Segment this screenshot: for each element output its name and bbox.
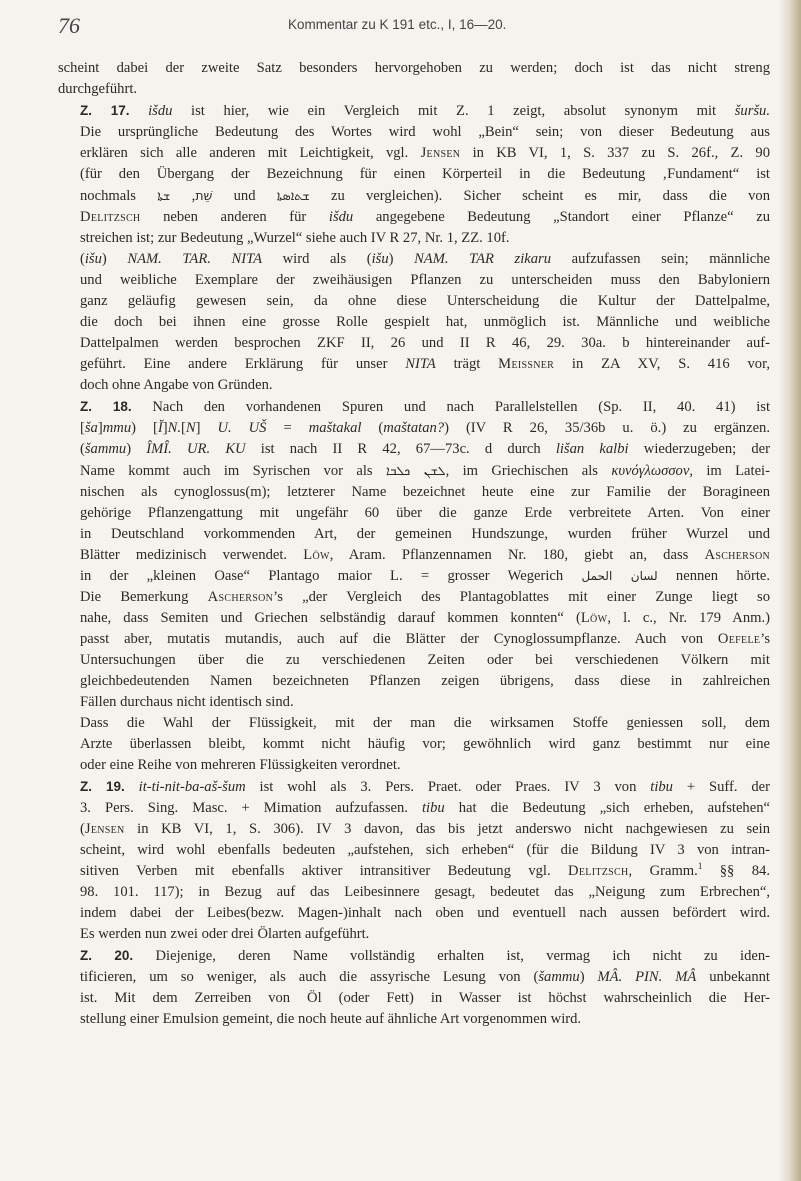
text-line: (šammu) ÎMÎ. UR. KU ist nach II R 42, 67—73c. d durch lišan kalbi wiederzugeben; der bbox=[80, 441, 770, 457]
text-line: Die Bemerkung Ascherson’s „der Vergleich des Plantagoblattes mit einer Zunge liegt so bbox=[80, 589, 770, 605]
text-line: doch ohne Angabe von Gründen. bbox=[80, 377, 273, 393]
author-name: Oefele bbox=[717, 631, 761, 647]
author-name: Ascherson bbox=[207, 589, 274, 605]
paragraph-continuation bbox=[58, 58, 770, 100]
text-line: und weibliche Exemplare der zweihäusigen Pflanzen zu unterscheiden muss den Babyloniern bbox=[80, 272, 770, 288]
line-number-label: Z. 17. bbox=[80, 103, 130, 118]
author-name: Löw bbox=[303, 547, 330, 563]
text-line: in der „kleinen Oase“ Plantago maior L. = grosser Wegerich لسان الحمل nennen hörte. bbox=[80, 568, 771, 584]
text-line: stellung einer Emulsion gemeint, die noch heute auf ähnliche Art vorgenommen wird. bbox=[80, 1011, 582, 1027]
author-name: Meissner bbox=[498, 356, 555, 372]
paragraph-z20 bbox=[58, 945, 770, 1030]
text-line: Dattelpalmen werden besprochen ZKF II, 26 und II R 46, 29. 30a. b hintereinander auf- bbox=[80, 335, 770, 351]
text-line: [ša]mmu) [Ĭ]N.[N] U. UŠ = maštakal (maštatan?) (IV R 26, 35/36b u. ö.) zu ergänzen. bbox=[80, 420, 770, 436]
text-line: gehörige Pflanzengattung mit ungefähr 60 über die ganze Erde verbreitete Arten. Von einer bbox=[80, 505, 770, 521]
page-number: 76 bbox=[58, 13, 80, 38]
text-line: Blätter medizinisch verwendet. Löw, Aram. Pflanzennamen Nr. 180, giebt an, dass Ascherson bbox=[80, 547, 770, 563]
running-title: Kommentar zu K 191 etc., I, 16—20. bbox=[288, 17, 507, 32]
author-name: Delitzsch bbox=[568, 863, 629, 879]
text-line: in Deutschland vorkommenden Art, der gemeinen Hundszunge, wurden früher Wurzel und bbox=[80, 526, 770, 542]
text-line: Arzte überlassen bleibt, kommt nicht häufig vor; gewöhnlich wird ganz bestimmt nur eine bbox=[80, 736, 770, 752]
text-line: Z. 17. išdu ist hier, wie ein Vergleich mit Z. 1 zeigt, absolut synonym mit šuršu. bbox=[80, 103, 770, 119]
text-line: Z. 18. Nach den vorhandenen Spuren und nach Parallelstellen (Sp. II, 40. 41) ist bbox=[80, 399, 771, 415]
text-line: tificieren, um so weniger, als auch die assyrische Lesung von (šammu) MÂ. PIN. MÂ unbekannt bbox=[80, 969, 770, 985]
paragraph-z17-cont bbox=[58, 249, 770, 396]
author-name: Jensen bbox=[420, 145, 461, 161]
text-line: Delitzsch neben anderen für išdu angegebene Bedeutung „Standort einer Pflanze“ zu bbox=[80, 209, 770, 225]
text-line: nischen als cynoglossus(m); letzterer Name bezeichnet heute eine zur Familie der Boragineen bbox=[80, 484, 770, 500]
text-line: 3. Pers. Sing. Masc. + Mimation aufzufassen. tibu hat die Bedeutung „sich erheben, aufstehen“ bbox=[80, 800, 770, 816]
text-line: (für den Übergang der Bezeichnung für einen Körperteil in die Bedeutung ‚Fundament“ ist bbox=[80, 166, 770, 182]
syriac-word: ܫܬܐ bbox=[157, 188, 171, 203]
text-line: Dass die Wahl der Flüssigkeit, mit der man die wirksamen Stoffe geniessen soll, dem bbox=[80, 715, 770, 731]
text-line: Name kommt auch im Syrischen vor als ܠܫܢ ܟܠܒܐ, im Griechischen als κυνόγλωσσον, im Latei- bbox=[80, 463, 770, 479]
paragraph-z19 bbox=[58, 776, 770, 945]
text-line: nahe, dass Semiten und Griechen selbständig darauf kommen konnten“ (Löw, l. c., Nr. 179 Anm.) bbox=[80, 610, 771, 626]
paragraph-z17 bbox=[58, 100, 770, 249]
text-line: durchgeführt. bbox=[58, 81, 138, 97]
text-line: oder eine Reihe von mehreren Flüssigkeiten verordnet. bbox=[80, 757, 401, 773]
text-line: gleichbedeutenden Namen bezeichneten Pflanzen zeigen übrigens, dass diese in zahlreichen bbox=[80, 673, 770, 689]
page-body bbox=[58, 58, 770, 1030]
author-name: Delitzsch bbox=[80, 209, 141, 225]
text-line: Z. 20. Diejenige, deren Name vollständig erhalten ist, vermag ich nicht zu iden- bbox=[80, 948, 771, 964]
arabic-word: لسان الحمل bbox=[581, 569, 658, 583]
text-line: erklären sich alle anderen mit Leichtigkeit, vgl. Jensen in KB VI, 1, S. 337 zu S. 26f., Z. 90 bbox=[80, 145, 770, 161]
text-line: ganz geläufig gewesen sein, da ohne diese Unterscheidung die Kultur der Dattelpalme, bbox=[80, 293, 770, 309]
text-line: Z. 19. it-ti-nit-ba-aš-šum ist wohl als 3. Pers. Praet. oder Praes. IV 3 von tibu + Suff. der bbox=[80, 779, 771, 795]
text-line: indem dabei der Leibes(bezw. Magen-)inhalt nach oben und eventuell nach aussen befördert wird. bbox=[80, 905, 770, 921]
text-line: 98. 101. 117); in Bezug auf das Leibesinnere gesagt, bedeutet das „Neigung zum Erbrechen“, bbox=[80, 884, 770, 900]
text-line: passt aber, mutatis mutandis, auch auf die Blätter der Cynoglossumpflanze. Auch von Oefele’s bbox=[80, 631, 770, 647]
text-line: nochmals שֵׁת, ܫܬܐ und ܫܬܐܣܬܐ zu vergleichen). Sicher scheint es mir, dass die von bbox=[80, 188, 771, 204]
text-line: ist. Mit dem Zerreiben von Öl (oder Fett) in Wasser ist höchst wahrscheinlich die Her- bbox=[80, 990, 770, 1006]
footnote-marker: 1 bbox=[697, 861, 703, 872]
text-line: sitiven Verben mit ebenfalls aktiver intransitiver Bedeutung vgl. Delitzsch, Gramm.$^1$ §§ 84. bbox=[80, 861, 770, 879]
line-number-label: Z. 20. bbox=[80, 948, 134, 963]
paragraph-dass bbox=[58, 713, 770, 776]
text-line: Es werden nun zwei oder drei Ölarten aufgeführt. bbox=[80, 926, 370, 942]
author-name: Löw bbox=[580, 610, 608, 626]
text-line: scheint, wird wohl ebenfalls bedeuten „aufstehen, sich erheben“ (für die Bildung IV 3 von intran- bbox=[80, 842, 770, 858]
line-number-label: Z. 19. bbox=[80, 779, 125, 794]
author-name: Jensen bbox=[84, 821, 125, 837]
paragraph-z18 bbox=[58, 396, 770, 713]
text-line: die doch bei ihnen eine grosse Rolle gespielt hat, unmöglich ist. Männliche und weibliche bbox=[80, 314, 770, 330]
text-line: geführt. Eine andere Erklärung für unser NITA trägt Meissner in ZA XV, S. 416 vor, bbox=[80, 356, 770, 372]
greek-word: κυνόγλωσσον bbox=[611, 463, 690, 479]
text-line: scheint dabei der zweite Satz besonders hervorgehoben zu werden; doch ist das nicht streng bbox=[58, 60, 770, 76]
hebrew-word: שֵׁת bbox=[195, 188, 213, 203]
text-line: streichen ist; zur Bedeutung „Wurzel“ siehe auch IV R 27, Nr. 1, ZZ. 10f. bbox=[80, 230, 510, 246]
text-line: Untersuchungen über die zu verschiedenen Zeiten oder bei verschiedenen Völkern mit bbox=[80, 652, 770, 668]
author-name: Ascherson bbox=[704, 547, 770, 563]
text-line: Fällen durchaus nicht identisch sind. bbox=[80, 694, 294, 710]
syriac-word: ܠܫܢ ܟܠܒܐ bbox=[385, 463, 446, 478]
syriac-word: ܫܬܐܣܬܐ bbox=[276, 188, 310, 203]
text-line: (Jensen in KB VI, 1, S. 306). IV 3 davon, das bis jetzt anderswo nicht nachgewiesen zu sein bbox=[80, 821, 770, 837]
line-number-label: Z. 18. bbox=[80, 399, 132, 414]
text-line: (išu) NAM. TAR. NITA wird als (išu) NAM. TAR zikaru aufzufassen sein; männliche bbox=[80, 251, 771, 267]
page-header bbox=[58, 13, 778, 38]
page-edge-shadow bbox=[779, 0, 801, 1181]
text-line: Die ursprüngliche Bedeutung des Wortes wird wohl „Bein“ sein; von dieser Bedeutung aus bbox=[80, 124, 770, 140]
